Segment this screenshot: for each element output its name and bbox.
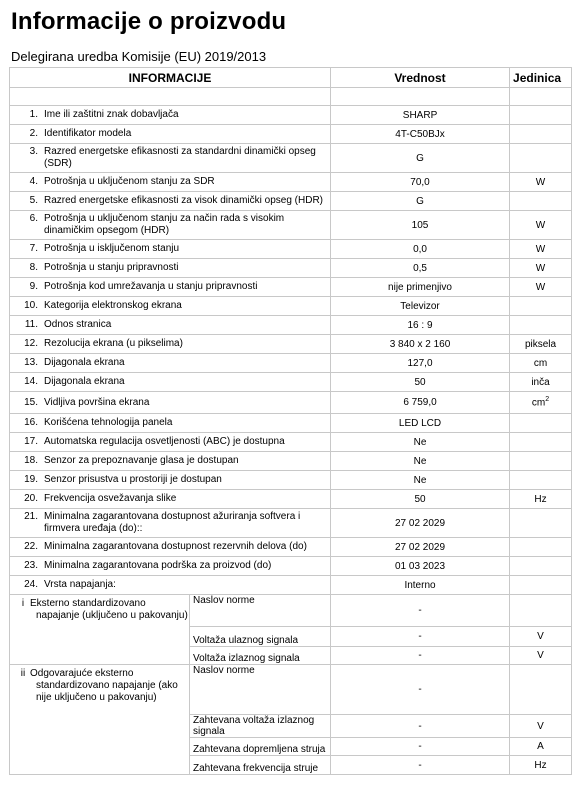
row-number: 2. — [29, 128, 38, 139]
row-number: 19. — [24, 474, 38, 485]
table-row — [10, 557, 572, 576]
row-label: Senzor za prepoznavanje glasa je dostupan — [44, 455, 239, 466]
row-label: Razred energetske efikasnosti za standardni dinamički opseg — [44, 146, 316, 157]
row-value-cell — [331, 414, 510, 433]
header-info: INFORMACIJE — [10, 68, 331, 88]
row-value-cell — [331, 335, 510, 354]
row-label-cell — [10, 278, 331, 297]
table-row — [10, 471, 572, 490]
row-label: Odnos stranica — [44, 319, 112, 330]
row-label-cell — [10, 433, 331, 452]
psu-sub-label-cell — [190, 665, 331, 715]
row-value-cell — [331, 471, 510, 490]
row-number: 20. — [24, 493, 38, 504]
row-label: Minimalna zagarantovana dostupnost ažuriranja softvera i — [44, 511, 301, 522]
row-label-cell — [10, 373, 331, 392]
row-label: Vidljiva površina ekrana — [44, 396, 150, 408]
row-label-cell — [10, 354, 331, 373]
row-unit-cell — [510, 433, 572, 452]
row-value-cell — [331, 240, 510, 259]
psu-row — [10, 665, 572, 715]
row-label: Korišćena tehnologija panela — [44, 417, 173, 428]
psu-sub-label: Zahtevana frekvencija struje — [193, 763, 319, 774]
psu-sub-label-cell — [190, 738, 331, 756]
external-psu-label — [10, 595, 190, 665]
psu-unit: V — [537, 631, 544, 642]
row-number: 13. — [24, 357, 38, 368]
row-label: Identifikator modela — [44, 128, 132, 139]
row-value-cell — [331, 433, 510, 452]
row-value: 6 759,0 — [403, 397, 437, 408]
row-label: Ime ili zaštitni znak dobavljača — [44, 109, 179, 120]
row-value-cell — [331, 538, 510, 557]
psu-unit: V — [537, 650, 544, 661]
row-label-continued: (SDR) — [44, 158, 72, 169]
row-label-continued: dinamičkim opsegom (HDR) — [44, 225, 170, 236]
row-unit-superscript: 2 — [545, 396, 550, 404]
row-value-cell — [331, 125, 510, 144]
row-number: 17. — [24, 436, 38, 447]
row-label-cell — [10, 173, 331, 192]
page-title: Informacije o proizvodu — [11, 8, 287, 35]
row-label: Automatska regulacija osvetljenosti (ABC) je dostupna — [44, 436, 285, 447]
row-number: 1. — [29, 109, 38, 120]
row-value: SHARP — [402, 109, 438, 121]
row-unit-cell — [510, 278, 572, 297]
row-unit-cell — [510, 392, 572, 414]
psu-unit-cell — [510, 715, 572, 738]
table-row — [10, 335, 572, 354]
row-number: 7. — [29, 243, 38, 254]
row-number: 6. — [29, 213, 38, 224]
row-label: Potrošnja u isključenom stanju — [44, 243, 180, 254]
row-unit-cell — [510, 471, 572, 490]
row-unit-cell — [510, 144, 572, 173]
table-row — [10, 173, 572, 192]
row-value-cell — [331, 259, 510, 278]
other-psu-label — [10, 665, 190, 775]
row-label: Minimalna zagarantovana podrška za proizvod (do) — [44, 560, 272, 571]
row-unit-cell — [510, 297, 572, 316]
header-unit: Jedinica — [510, 68, 572, 88]
psu-value-cell — [331, 665, 510, 715]
row-value-cell — [331, 192, 510, 211]
table-row — [10, 278, 572, 297]
row-label-cell — [10, 576, 331, 595]
row-label: Potrošnja u stanju pripravnosti — [44, 262, 179, 273]
row-value-cell — [331, 316, 510, 335]
row-number: 11. — [24, 319, 38, 330]
psu-value: - — [418, 759, 422, 771]
row-value-cell — [331, 392, 510, 414]
psu-value-cell — [331, 595, 510, 627]
psu-unit: A — [537, 741, 544, 752]
psu-value: - — [418, 631, 422, 642]
row-unit-cell — [510, 192, 572, 211]
row-number: 22. — [24, 541, 38, 552]
row-label: Vrsta napajanja: — [44, 579, 116, 590]
row-unit-cell — [510, 509, 572, 538]
table-row — [10, 259, 572, 278]
row-number: 12. — [24, 338, 38, 349]
row-value: 70,0 — [410, 176, 430, 188]
psu-sub-label: Voltaža izlaznog signala — [193, 653, 300, 664]
row-label: Dijagonala ekrana — [44, 357, 125, 368]
row-number: 10. — [24, 300, 38, 311]
product-info-table — [9, 67, 572, 775]
table-row — [10, 452, 572, 471]
row-value: Ne — [413, 455, 427, 467]
psu-sub-label: Zahtevana voltaža izlaznog signala — [193, 715, 315, 737]
psu-value-cell — [331, 647, 510, 665]
row-unit-cell — [510, 259, 572, 278]
psu-sub-label-cell — [190, 756, 331, 775]
row-unit-cell — [510, 538, 572, 557]
row-value-cell — [331, 278, 510, 297]
row-unit: cm — [533, 357, 548, 369]
psu-sub-label: Naslov norme — [193, 665, 255, 676]
row-label-cell — [10, 335, 331, 354]
row-value: Ne — [413, 474, 427, 486]
psu-roman-numeral: ii — [20, 668, 26, 679]
row-unit: W — [535, 281, 546, 293]
row-unit-cell — [510, 354, 572, 373]
row-value-cell — [331, 557, 510, 576]
table-row — [10, 316, 572, 335]
row-label: Potrošnja u uključenom stanju za način rada s visokim — [44, 213, 285, 224]
psu-value: - — [418, 741, 422, 752]
table-row — [10, 490, 572, 509]
table-row — [10, 106, 572, 125]
row-value: Televizor — [400, 300, 440, 312]
psu-unit-cell — [510, 595, 572, 627]
table-row — [10, 373, 572, 392]
psu-sub-label-cell — [190, 715, 331, 738]
psu-unit-cell — [510, 647, 572, 665]
row-number: 8. — [29, 262, 38, 273]
row-number: 3. — [29, 146, 38, 157]
row-label-cell — [10, 452, 331, 471]
table-row — [10, 392, 572, 414]
row-value: 50 — [414, 376, 426, 388]
row-label-cell — [10, 106, 331, 125]
row-value: 16 : 9 — [407, 319, 433, 331]
row-unit-cell — [510, 452, 572, 471]
psu-value: - — [418, 684, 422, 695]
psu-label-line: Eksterno standardizovano — [30, 598, 146, 609]
row-value: 50 — [414, 493, 426, 505]
row-value-cell — [331, 106, 510, 125]
psu-value-cell — [331, 627, 510, 647]
row-unit: W — [535, 262, 546, 274]
psu-unit: V — [537, 720, 544, 732]
row-unit: W — [535, 219, 546, 231]
row-label-cell — [10, 211, 331, 240]
psu-unit-cell — [510, 627, 572, 647]
row-unit-cell — [510, 490, 572, 509]
row-label: Potrošnja u uključenom stanju za SDR — [44, 176, 215, 187]
row-value: 0,5 — [413, 262, 427, 274]
table-row — [10, 192, 572, 211]
table-row — [10, 125, 572, 144]
row-value-cell — [331, 297, 510, 316]
row-unit-cell — [510, 373, 572, 392]
row-value: Interno — [404, 579, 436, 591]
psu-label-line: Odgovarajuće eksterno — [30, 668, 134, 679]
row-unit-cell — [510, 106, 572, 125]
row-value-cell — [331, 509, 510, 538]
row-label-cell — [10, 509, 331, 538]
row-number: 14. — [24, 376, 38, 387]
row-value: G — [416, 152, 424, 164]
row-unit-cell — [510, 576, 572, 595]
row-value: 27 02 2029 — [394, 517, 446, 529]
psu-value: - — [418, 605, 422, 616]
row-value: LED LCD — [398, 417, 442, 429]
psu-sub-label-cell — [190, 647, 331, 665]
row-label-cell — [10, 316, 331, 335]
row-value: 4T-C50BJx — [395, 128, 445, 140]
row-label: Kategorija elektronskog ekrana — [44, 300, 182, 311]
psu-roman-numeral: i — [21, 598, 25, 609]
row-value: 105 — [411, 219, 429, 231]
row-number: 16. — [24, 417, 38, 428]
row-value: G — [416, 195, 424, 207]
row-label: Minimalna zagarantovana dostupnost rezervnih delova (do) — [44, 541, 307, 552]
psu-unit-cell — [510, 738, 572, 756]
row-unit-cell — [510, 316, 572, 335]
row-label-cell — [10, 192, 331, 211]
regulation-subtitle: Delegirana uredba Komisije (EU) 2019/2013 — [11, 49, 267, 64]
row-unit: inča — [531, 376, 550, 388]
row-value: 0,0 — [413, 243, 427, 255]
row-value-cell — [331, 173, 510, 192]
table-row — [10, 144, 572, 173]
table-row — [10, 354, 572, 373]
row-label-cell — [10, 538, 331, 557]
row-number: 23. — [24, 560, 38, 571]
psu-value-cell — [331, 715, 510, 738]
row-label-cell — [10, 392, 331, 414]
row-unit-cell — [510, 335, 572, 354]
row-value-cell — [331, 144, 510, 173]
row-unit-cell — [510, 557, 572, 576]
row-label: Razred energetske efikasnosti za visok dinamički opseg (HDR) — [44, 195, 324, 206]
row-unit: cm — [531, 397, 546, 409]
row-number: 21. — [24, 511, 38, 522]
table-row — [10, 576, 572, 595]
row-unit: Hz — [534, 493, 547, 505]
row-unit-cell — [510, 240, 572, 259]
table-row — [10, 240, 572, 259]
row-label-cell — [10, 240, 331, 259]
psu-label-line: nije uključeno u pakovanju) — [36, 692, 157, 703]
row-label-cell — [10, 471, 331, 490]
psu-value-cell — [331, 756, 510, 775]
psu-unit-cell — [510, 665, 572, 715]
row-unit-cell — [510, 125, 572, 144]
row-number: 5. — [29, 195, 38, 206]
row-label: Dijagonala ekrana — [44, 376, 125, 387]
row-unit-cell — [510, 211, 572, 240]
row-value-cell — [331, 373, 510, 392]
row-unit: W — [535, 243, 546, 255]
row-label-cell — [10, 557, 331, 576]
table-row — [10, 433, 572, 452]
row-number: 18. — [24, 455, 38, 466]
row-label-cell — [10, 414, 331, 433]
row-value-cell — [331, 576, 510, 595]
psu-sub-label: Voltaža ulaznog signala — [193, 635, 299, 646]
row-value: Ne — [413, 436, 427, 448]
row-unit-cell — [510, 414, 572, 433]
row-value-cell — [331, 354, 510, 373]
header-value: Vrednost — [331, 68, 510, 88]
row-unit: piksela — [524, 338, 557, 350]
psu-sub-label: Zahtevana dopremljena struja — [193, 744, 326, 755]
psu-unit-cell — [510, 756, 572, 775]
psu-label-line: standardizovano napajanje (ako — [36, 680, 178, 691]
row-value: 3 840 x 2 160 — [389, 338, 451, 350]
psu-sub-label-cell — [190, 595, 331, 627]
row-label: Potrošnja kod umrežavanja u stanju pripravnosti — [44, 281, 258, 292]
row-unit-cell — [510, 173, 572, 192]
psu-value: - — [418, 720, 422, 732]
row-value: 01 03 2023 — [394, 560, 446, 572]
psu-value-cell — [331, 738, 510, 756]
row-label-continued: firmvera uređaja (do):: — [44, 523, 143, 534]
row-unit: W — [535, 176, 546, 188]
psu-row — [10, 595, 572, 627]
row-value: nije primenjivo — [388, 281, 452, 293]
table-row — [10, 509, 572, 538]
row-number: 9. — [29, 281, 38, 292]
row-value: 27 02 2029 — [394, 541, 446, 553]
table-row — [10, 297, 572, 316]
psu-label-line: napajanje (uključeno u pakovanju) — [36, 610, 188, 621]
row-label-cell — [10, 144, 331, 173]
psu-sub-label-cell — [190, 627, 331, 647]
table-row — [10, 414, 572, 433]
row-label-cell — [10, 125, 331, 144]
psu-unit: Hz — [534, 759, 547, 771]
table-row — [10, 211, 572, 240]
row-number: 4. — [29, 176, 38, 187]
table-row — [10, 538, 572, 557]
row-value-cell — [331, 211, 510, 240]
row-label-cell — [10, 490, 331, 509]
row-label-cell — [10, 259, 331, 278]
psu-value: - — [418, 650, 422, 661]
row-number: 24. — [24, 579, 38, 590]
row-label: Senzor prisustva u prostoriji je dostupan — [44, 474, 222, 485]
row-label: Rezolucija ekrana (u pikselima) — [44, 338, 183, 349]
psu-sub-label: Naslov norme — [193, 595, 255, 606]
row-value-cell — [331, 490, 510, 509]
row-value: 127,0 — [407, 357, 433, 369]
row-number: 15. — [24, 396, 38, 408]
row-value-cell — [331, 452, 510, 471]
row-label: Frekvencija osvežavanja slike — [44, 493, 177, 504]
row-label-cell — [10, 297, 331, 316]
